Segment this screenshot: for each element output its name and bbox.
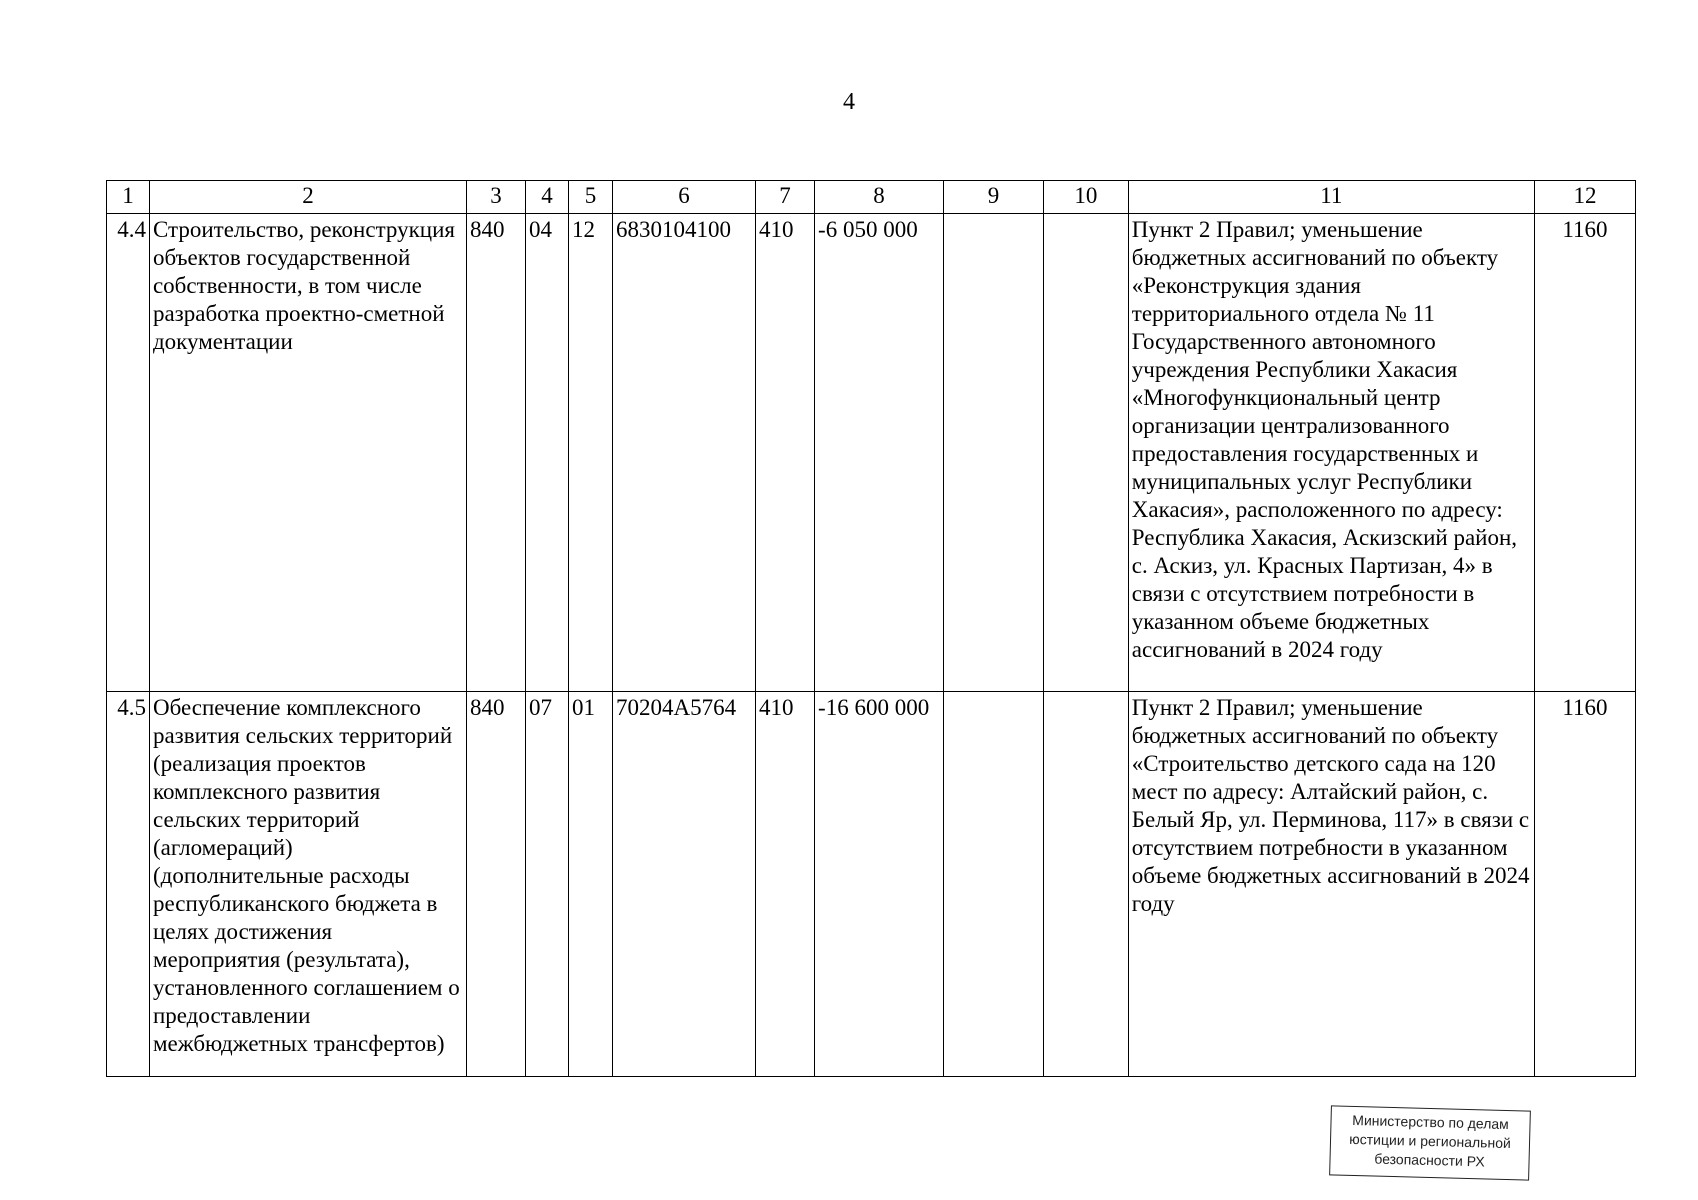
cell-col3: 840 bbox=[466, 692, 525, 1077]
budget-table bbox=[106, 180, 1636, 1077]
cell-col5: 01 bbox=[569, 692, 613, 1077]
column-header: 4 bbox=[526, 181, 569, 214]
stamp-line: безопасности РХ bbox=[1374, 1150, 1485, 1170]
stamp-line: юстиции и региональной bbox=[1349, 1130, 1512, 1152]
column-header: 11 bbox=[1128, 181, 1534, 214]
column-header: 7 bbox=[755, 181, 814, 214]
page-number: 4 bbox=[843, 89, 855, 115]
column-header: 6 bbox=[613, 181, 756, 214]
column-header: 10 bbox=[1043, 181, 1128, 214]
cell-col9 bbox=[943, 214, 1043, 692]
cell-justification: Пункт 2 Правил; уменьшение бюджетных ассигнований по объекту «Реконструкция здания территориального отдела № 11 Государственного автономного учреждения Республики Хакасия «Многофункциональный центр организации централизованного предоставления государственных и муниципальных услуг Республики Хакасия», расположенного по адресу: Республика Хакасия, Аскизский район, с. Аскиз, ул. Красных Партизан, 4» в связи с отсутствием потребности в указанном объеме бюджетных ассигнований в 2024 году bbox=[1128, 214, 1534, 692]
row-number: 4.4 bbox=[107, 214, 150, 692]
table-row bbox=[107, 692, 1636, 1077]
column-header: 2 bbox=[149, 181, 466, 214]
cell-col7: 410 bbox=[755, 214, 814, 692]
cell-col9 bbox=[943, 692, 1043, 1077]
cell-col12: 1160 bbox=[1534, 692, 1635, 1077]
cell-col6: 6830104100 bbox=[613, 214, 756, 692]
cell-justification: Пункт 2 Правил; уменьшение бюджетных ассигнований по объекту «Строительство детского сада на 120 мест по адресу: Алтайский район, с. Белый Яр, ул. Перминова, 117» в связи с отсутствием потребности в указанном объеме бюджетных ассигнований в 2024 году bbox=[1128, 692, 1534, 1077]
cell-col4: 04 bbox=[526, 214, 569, 692]
cell-col6: 70204А5764 bbox=[613, 692, 756, 1077]
cell-col10 bbox=[1043, 692, 1128, 1077]
column-header: 9 bbox=[943, 181, 1043, 214]
header-row bbox=[107, 181, 1636, 214]
cell-col12: 1160 bbox=[1534, 214, 1635, 692]
cell-col10 bbox=[1043, 214, 1128, 692]
column-header: 1 bbox=[107, 181, 150, 214]
stamp-line: Министерство по делам bbox=[1352, 1111, 1510, 1133]
expense-name: Строительство, реконструкция объектов государственной собственности, в том числе разработка проектно-сметной документации bbox=[149, 214, 466, 692]
cell-col4: 07 bbox=[526, 692, 569, 1077]
table-row bbox=[107, 214, 1636, 692]
cell-amount: -16 600 000 bbox=[815, 692, 944, 1077]
column-header: 5 bbox=[569, 181, 613, 214]
column-header: 3 bbox=[466, 181, 525, 214]
cell-col5: 12 bbox=[569, 214, 613, 692]
ministry-stamp bbox=[1329, 1105, 1531, 1180]
cell-col3: 840 bbox=[466, 214, 525, 692]
expense-name: Обеспечение комплексного развития сельских территорий (реализация проектов комплексного развития сельских территорий (агломераций) (дополнительные расходы республиканского бюджета в целях достижения мероприятия (результата), установленного соглашением о предоставлении межбюджетных трансфертов) bbox=[149, 692, 466, 1077]
column-header: 12 bbox=[1534, 181, 1635, 214]
cell-amount: -6 050 000 bbox=[815, 214, 944, 692]
row-number: 4.5 bbox=[107, 692, 150, 1077]
cell-col7: 410 bbox=[755, 692, 814, 1077]
column-header: 8 bbox=[815, 181, 944, 214]
